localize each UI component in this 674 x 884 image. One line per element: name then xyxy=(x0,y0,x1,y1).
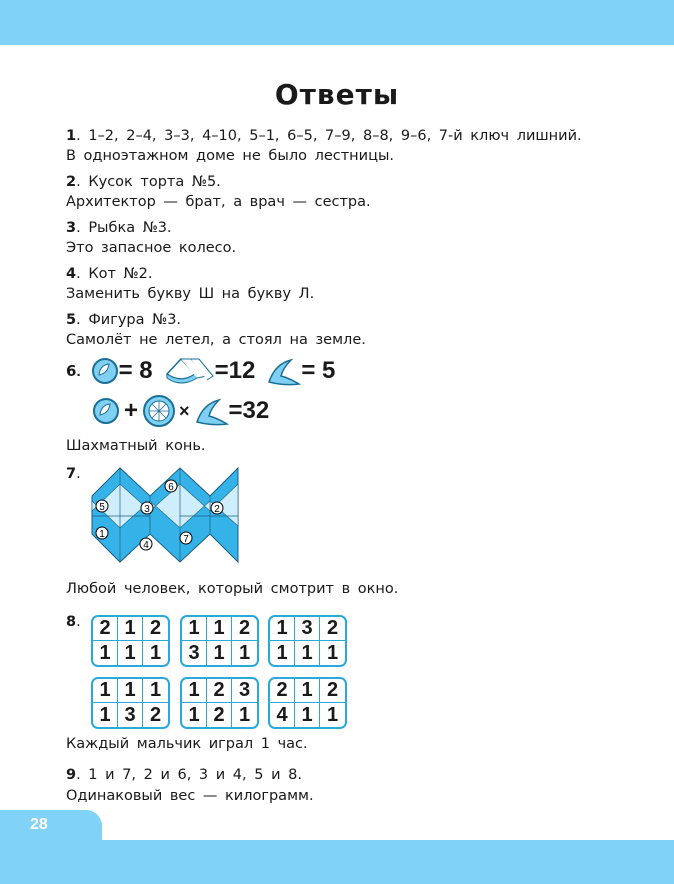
answer-9: 9. 1 и 7, 2 и 6, 3 и 4, 5 и 8. xyxy=(66,767,302,783)
answer-7-number: 7. xyxy=(66,466,81,482)
grid-cell: 2 xyxy=(143,617,168,641)
number-grid xyxy=(268,677,347,729)
grid-cell: 1 xyxy=(182,679,207,703)
grid-cell: 1 xyxy=(182,617,207,641)
grid-cell: 2 xyxy=(320,679,345,703)
grid-cell: 1 xyxy=(93,703,118,727)
answer-6-row1: 6 . = 8 =12 = 5 xyxy=(66,357,336,384)
grid-cell: 1 xyxy=(295,703,320,727)
answer-1: 1. 1–2, 2–4, 3–3, 4–10, 5–1, 6–5, 7–9, 8–8, 9–6, 7-й ключ лишний. xyxy=(66,128,582,144)
grid-cell: 1 xyxy=(295,641,320,665)
answer-5-line2: Самолёт не летел, а стоял на земле. xyxy=(66,332,366,348)
banana-icon xyxy=(265,356,301,386)
grid-cell: 2 xyxy=(232,617,257,641)
grid-cell: 3 xyxy=(118,703,143,727)
answer-7-puzzle xyxy=(90,466,240,566)
answer-9-line2: Одинаковый вес — килограмм. xyxy=(66,788,314,804)
svg-text:2: 2 xyxy=(214,504,220,515)
banana-icon xyxy=(193,396,229,426)
grid-cell: 1 xyxy=(143,679,168,703)
answer-6-row2: + × =32 xyxy=(92,394,269,428)
answer-3: 3. Рыбка №3. xyxy=(66,220,172,236)
grid-cell: 1 xyxy=(238,703,251,726)
grid-cell: 2 xyxy=(149,703,162,726)
label-4 xyxy=(140,538,152,551)
svg-text:7: 7 xyxy=(183,534,189,545)
citrus-slice-icon xyxy=(142,394,176,428)
grid-cell: 1 xyxy=(118,641,143,665)
answer-5: 5. Фигура №3. xyxy=(66,312,182,328)
grid-cell: 4 xyxy=(270,703,295,727)
grid-cell: 2 xyxy=(93,617,118,641)
grid-cell: 1 xyxy=(270,617,295,641)
answer-7-text: Любой человек, который смотрит в окно. xyxy=(66,581,399,597)
grid-cell: 1 xyxy=(118,679,143,703)
answer-4-line2: Заменить букву Ш на букву Л. xyxy=(66,286,315,302)
grid-cell: 1 xyxy=(93,641,118,665)
peach-icon xyxy=(91,357,119,385)
svg-text:5: 5 xyxy=(99,502,105,513)
number-grid xyxy=(180,677,259,729)
answer-2: 2. Кусок торта №5. xyxy=(66,174,221,190)
grid-cell: 1 xyxy=(326,641,339,664)
grid-cell: 1 xyxy=(93,679,118,703)
peach-icon xyxy=(92,397,120,425)
grid-cell: 1 xyxy=(118,617,143,641)
answer-6-text: Шахматный конь. xyxy=(66,438,206,454)
page-title: Ответы xyxy=(274,78,400,111)
svg-text:6: 6 xyxy=(168,482,174,493)
grid-cell: 1 xyxy=(149,641,162,664)
number-grid xyxy=(180,615,259,667)
grid-cell: 1 xyxy=(207,617,232,641)
page-number: 28 xyxy=(0,810,102,850)
grid-cell: 1 xyxy=(182,703,207,727)
grid-cell: 2 xyxy=(270,679,295,703)
grid-cell: 2 xyxy=(207,703,232,727)
grid-cell: 2 xyxy=(320,617,345,641)
grid-cell: 1 xyxy=(270,641,295,665)
answer-1-line2: В одноэтажном доме не было лестницы. xyxy=(66,148,395,164)
number-grid xyxy=(91,677,170,729)
svg-text:1: 1 xyxy=(99,529,105,540)
answer-4: 4. Кот №2. xyxy=(66,266,153,282)
svg-text:3: 3 xyxy=(144,504,150,515)
grid-cell: 1 xyxy=(238,641,251,664)
grid-cell: 1 xyxy=(295,679,320,703)
answer-8-text: Каждый мальчик играл 1 час. xyxy=(66,736,308,752)
grid-cell: 3 xyxy=(182,641,207,665)
number-grid xyxy=(91,615,170,667)
answer-3-line2: Это запасное колесо. xyxy=(66,240,237,256)
grid-cell: 3 xyxy=(295,617,320,641)
svg-text:4: 4 xyxy=(143,540,149,551)
number-grid xyxy=(268,615,347,667)
grid-cell: 1 xyxy=(207,641,232,665)
grid-cell: 1 xyxy=(326,703,339,726)
grid-cell: 2 xyxy=(207,679,232,703)
answer-2-line2: Архитектор — брат, а врач — сестра. xyxy=(66,194,371,210)
answer-8-number: 8. xyxy=(66,614,81,630)
grid-cell: 3 xyxy=(232,679,257,703)
top-bar xyxy=(0,0,674,45)
watermelon-icon xyxy=(163,356,215,386)
